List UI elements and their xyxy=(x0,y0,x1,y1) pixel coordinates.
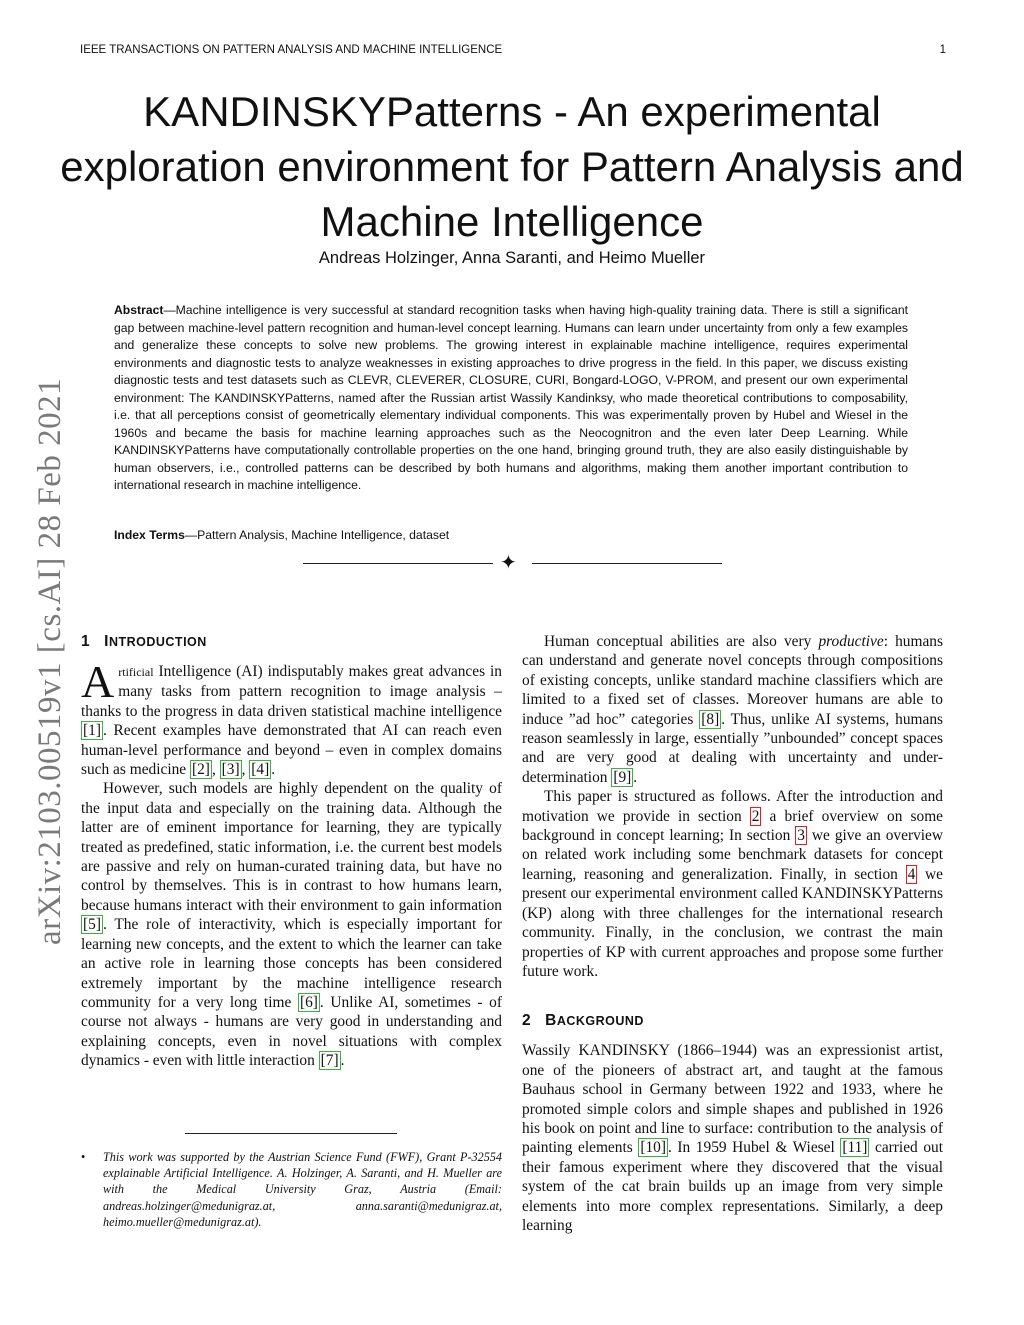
section-heading-introduction xyxy=(81,632,502,652)
body-text: we present our experimental environment called KANDINSKYPatterns (KP) along with three challenges for the international research community. Finally, in the conclusion, we contrast the main properties of KP with current approaches and propose some further future work. xyxy=(522,865,943,980)
body-text: Wassily KANDINSKY (1866–1944) was an expressionist artist, one of the pioneers of abstract art, and taught at the famous Bauhaus school in Germany between 1922 and 1933, where he promoted simple colors and simple shapes and published in 1926 his book on point and line to surface: contribution to the analysis of painting elements xyxy=(522,1042,943,1157)
left-column xyxy=(81,632,502,1071)
intro-lead-word: rtificial xyxy=(118,665,154,679)
body-text: This paper is structured as follows. After the introduction and motivation we provide in section xyxy=(522,788,943,825)
intro-text: , xyxy=(241,761,250,779)
section-title-initial: I xyxy=(104,633,109,650)
intro-paragraph-1 xyxy=(81,656,502,779)
body-text: . In 1959 Hubel & Wiesel xyxy=(667,1139,841,1157)
citation-link[interactable]: [3] xyxy=(221,761,240,779)
index-terms xyxy=(114,528,908,542)
intro-text: Intelligence (AI) indisputably makes great advances in many tasks from pattern recognition to image analysis – thanks to the progress in data driven statistical machine intelligence xyxy=(81,663,502,720)
title-line: KANDINSKYPatterns - An experimental xyxy=(143,88,881,135)
citation-link[interactable]: [4] xyxy=(251,761,270,779)
paper-title xyxy=(60,84,964,249)
body-text: a brief overview on some background in concept learning; In section xyxy=(522,807,944,845)
separator-rule-right xyxy=(532,563,722,564)
drop-cap: A xyxy=(81,656,115,707)
intro-text: . Recent examples have demonstrated that AI can reach even human-level performance and beyond – even in complex domains such as medicine xyxy=(81,722,502,779)
abstract-label: Abstract xyxy=(114,303,164,317)
arxiv-identifier-stamp[interactable]: arXiv:2103.00519v1 [cs.AI] 28 Feb 2021 xyxy=(32,377,68,945)
intro-paragraph-3 xyxy=(522,632,943,787)
body-text: . xyxy=(633,768,638,786)
section-heading-background xyxy=(522,1011,943,1031)
intro-text: . xyxy=(340,1052,345,1070)
section-ref-link[interactable]: 2 xyxy=(751,807,760,825)
body-text: we give an overview on related work including some benchmark datasets for concept learning, reasoning and generalization. Finally, in section xyxy=(522,827,944,883)
background-paragraph-1 xyxy=(522,1041,943,1235)
footnote-rule xyxy=(185,1133,397,1134)
intro-paragraph-2 xyxy=(81,779,502,1070)
author-list: Andreas Holzinger, Anna Saranti, and Heimo Mueller xyxy=(318,249,706,267)
intro-text: , xyxy=(211,761,220,779)
section-ref-link[interactable]: 3 xyxy=(797,827,805,845)
index-terms-label: Index Terms xyxy=(114,528,185,542)
intro-text: . The role of interactivity, which is especially important for learning new concepts, and the extent to which the learner can take an active role in learning those concepts has been considered extremely important by the machine intelligence research community for a very long time xyxy=(81,916,502,1011)
citation-link[interactable]: [7] xyxy=(320,1052,339,1070)
footnote xyxy=(81,1149,502,1230)
body-text: : humans can understand and generate novel concepts through compositions of existing concepts, unlike standard machine classifiers which are limited to a fixed set of classes. Moreover humans are able to induce ”ad hoc” categories xyxy=(522,633,943,728)
running-header: IEEE TRANSACTIONS ON PATTERN ANALYSIS AND MACHINE INTELLIGENCE xyxy=(80,44,503,56)
right-column xyxy=(522,632,943,1235)
citation-link[interactable]: [8] xyxy=(701,710,720,728)
citation-link[interactable]: [1] xyxy=(83,722,101,740)
index-terms-text: —Pattern Analysis, Machine Intelligence, dataset xyxy=(184,528,450,542)
footnote-bullet-icon: • xyxy=(81,1150,86,1164)
citation-link[interactable]: [10] xyxy=(640,1139,666,1157)
body-text: carried out their famous experiment where they discovered that the visual system of the cat brain builds up an image from very simple elements into more complex representations. Similarly, a deep learning xyxy=(522,1139,943,1234)
separator-rule-left xyxy=(303,563,493,564)
section-title-initial: B xyxy=(545,1012,557,1030)
intro-text: . xyxy=(271,761,276,779)
title-line: Machine Intelligence xyxy=(320,198,704,245)
citation-link[interactable]: [6] xyxy=(299,993,318,1011)
section-title-rest: NTRODUCTION xyxy=(108,635,207,649)
section-number: 1 xyxy=(81,633,91,650)
intro-text: However, such models are highly dependent on the quality of the input data and especially on the training data. Although the latter are of eminent importance for learning, they are typically treated as predefined, static information, i.e. the current best models are passive and rely on human-curated training data, but have no control by themselves. This is in contrast to how humans learn, because humans interact with their environment to gain information xyxy=(81,780,502,914)
citation-link[interactable]: [5] xyxy=(83,916,101,934)
footnote-text: This work was supported by the Austrian Science Fund (FWF), Grant P-32554 explainable Artificial Intelligence. A. Holzinger, A. Saranti, and H. Mueller are with the Medical University Graz, Austria (Email: andreas.holzinger@medunigraz.at, anna.saranti@medunigraz.at, heimo.mueller@medunigraz.at). xyxy=(103,1150,502,1229)
section-title-rest: ACKGROUND xyxy=(556,1014,644,1029)
body-text: . Thus, unlike AI systems, humans reason seamlessly in large, essentially ”unbounded” concept spaces and are very good at dealing with uncertainty and under-determination xyxy=(522,710,944,786)
title-line: exploration environment for Pattern Analysis and xyxy=(60,143,964,190)
section-ref-link[interactable]: 4 xyxy=(907,865,916,883)
citation-link[interactable]: [2] xyxy=(191,761,210,779)
emphasis-text: productive xyxy=(818,633,884,650)
intro-paragraph-4 xyxy=(522,787,943,981)
page-number: 1 xyxy=(939,44,946,56)
section-number: 2 xyxy=(522,1012,532,1030)
body-text: Human conceptual abilities are also very xyxy=(544,633,819,650)
separator-star-icon: ✦ xyxy=(500,552,517,574)
abstract xyxy=(114,302,908,495)
citation-link[interactable]: [9] xyxy=(613,768,632,786)
citation-link[interactable]: [11] xyxy=(842,1139,868,1157)
abstract-text: —Machine intelligence is very successful at standard recognition tasks when having high-quality training data. There is still a significant gap between machine-level pattern recognition and human-level concept learning. Humans can learn under uncertainty from only a few examples and generalize these concepts to solve new problems. The growing interest in explainable machine intelligence, requires experimental environments and diagnostic tests to analyze weaknesses in existing approaches to drive progress in the field. In this paper, we discuss existing diagnostic tests and test datasets such as CLEVR, CLEVERER, CLOSURE, CURI, Bongard-LOGO, V-PROM, and present our own experimental environment: The KANDINSKYPatterns, named after the Russian artist Wassily Kandinksy, who made theoretical contributions to composability, i.e. that all perceptions consist of geometrically elementary individual components. This was experimentally proven by Hubel and Wiesel in the 1960s and became the basis for machine learning approaches such as the Neocognitron and the even later Deep Learning. While KANDINSKYPatterns have computationally controllable properties on the one hand, bringing ground truth, they are also easily distinguishable by human observers, i.e., controlled patterns can be described by both humans and algorithms, making them another important contribution to international research in machine intelligence. xyxy=(114,303,908,492)
intro-text: . Unlike AI, sometimes - of course not always - humans are very good in understanding and explaining concepts, even in novel situations with complex dynamics - even with little interaction xyxy=(81,993,502,1070)
